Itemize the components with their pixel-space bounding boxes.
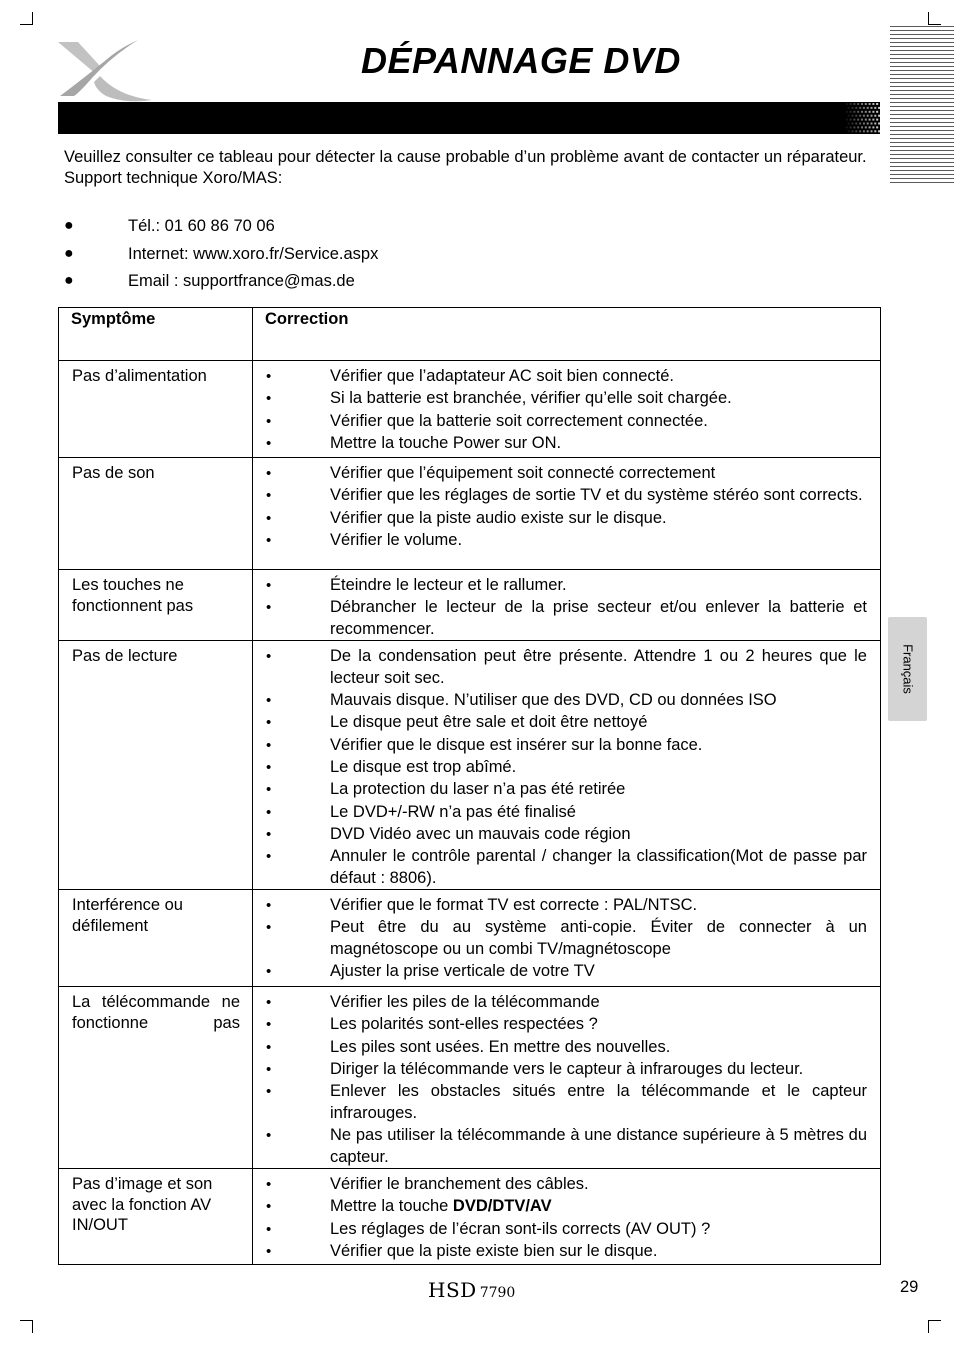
bar-dot [871, 107, 873, 109]
bar-dot [867, 123, 869, 125]
intro [64, 147, 874, 189]
bar-dot [857, 119, 859, 121]
model-number: 7790 [479, 1285, 516, 1301]
bullet-icon: • [266, 465, 272, 482]
bar-dot [852, 115, 854, 117]
bar-dot [871, 115, 873, 117]
correction-list [266, 463, 867, 551]
bar-dot [859, 115, 861, 117]
bar-dot [846, 126, 848, 128]
bar-dot [874, 107, 876, 109]
list-item: • Mettre la touche Power sur ON. [266, 433, 867, 455]
bullet-icon: • [266, 736, 272, 754]
bar-dot [855, 107, 857, 109]
bullet-icon: • [266, 1176, 272, 1194]
bullet-icon: • [266, 714, 272, 732]
correction-list [266, 895, 867, 983]
bullet-icon: ● [64, 272, 74, 289]
bar-dot [863, 123, 865, 125]
bullet-icon: • [266, 781, 272, 799]
bar-dot [846, 119, 848, 121]
bar-dot [880, 126, 882, 128]
bullet-icon: • [266, 531, 272, 549]
symptom-cell: Les touches ne fonctionnent pas [59, 570, 253, 641]
model-name: HSD [428, 1278, 477, 1302]
bullet-icon: • [266, 919, 272, 937]
list-item: • Vérifier que le disque est insérer sur la bonne face. [266, 735, 867, 757]
bar-dot [867, 130, 869, 132]
list-item: • Vérifier le volume. [266, 530, 867, 552]
list-item: • Vérifier que la piste existe bien sur le disque. [266, 1241, 867, 1263]
table-row [59, 570, 881, 641]
table-row [59, 361, 881, 458]
bar-dot [857, 103, 859, 105]
bullet-icon: • [266, 1220, 272, 1238]
bar-dot [876, 103, 878, 105]
bar-dot [853, 111, 855, 113]
bar-dot [869, 111, 871, 113]
list-item: • Vérifier que la batterie soit correctement connectée. [266, 411, 867, 433]
bullet-icon: • [266, 648, 272, 666]
bullet-icon: • [266, 1127, 272, 1145]
bar-dot [855, 123, 857, 125]
title-bar-dots [840, 102, 884, 134]
correction-list [266, 366, 867, 454]
bar-dot [857, 111, 859, 113]
contact-list [64, 215, 664, 298]
bar-dot [865, 126, 867, 128]
bullet-icon: • [266, 897, 272, 915]
list-item: • Annuler le contrôle parental / changer la classification(Mot de passe par défaut : 8806). [266, 847, 867, 887]
list-item: • Ajuster la prise verticale de votre TV [266, 961, 867, 983]
bullet-icon: • [266, 434, 272, 452]
list-item: • De la condensation peut être présente. Attendre 1 ou 2 heures que le lecteur soit sec. [266, 647, 867, 687]
symptom-cell: Interférence ou défilement [59, 890, 253, 987]
bar-dot [850, 119, 852, 121]
bar-dot [853, 119, 855, 121]
bar-dot [855, 130, 857, 132]
list-item: • Enlever les obstacles situés entre la télécommande et le capteur infrarouges. [266, 1082, 867, 1122]
page-number: 29 [900, 1278, 919, 1296]
bar-dot [872, 103, 874, 105]
correction-cell [253, 890, 881, 987]
bar-dot [848, 115, 850, 117]
intro-text: Veuillez consulter ce tableau pour détecter la cause probable d’un problème avant de contacter un réparateur. [64, 148, 867, 166]
bullet-icon: • [266, 963, 272, 981]
bullet-icon: • [266, 368, 272, 385]
title-bar [58, 102, 880, 134]
bullet-icon: • [266, 692, 272, 710]
bar-dot [872, 126, 874, 128]
bullet-icon: • [266, 825, 272, 843]
bar-dot [852, 130, 854, 132]
list-item: • Le disque peut être sale et doit être nettoyé [266, 712, 867, 734]
bar-dot [848, 123, 850, 125]
table-row [59, 987, 881, 1169]
crop-mark-bottom-left [20, 1320, 33, 1333]
bar-dot [872, 111, 874, 113]
bullet-icon: • [266, 1198, 272, 1216]
list-item: • Ne pas utiliser la télécommande à une distance supérieure à 5 mètres du capteur. [266, 1126, 867, 1166]
list-item: • La protection du laser n’a pas été retirée [266, 779, 867, 801]
bar-dot [850, 111, 852, 113]
list-item: • Diriger la télécommande vers le capteur à infrarouges du lecteur. [266, 1059, 867, 1081]
bar-dot [882, 107, 884, 109]
bar-dot [874, 115, 876, 117]
symptom-cell: Pas de son [59, 458, 253, 570]
bullet-icon: • [266, 577, 272, 594]
table-row [59, 890, 881, 987]
bar-dot [848, 130, 850, 132]
bar-dot [874, 130, 876, 132]
list-item: • Peut être du au système anti-copie. Éviter de connecter à un magnétoscope ou un combi TV/magnétoscope [266, 918, 867, 958]
bullet-icon: • [266, 1038, 272, 1056]
list-item: • Débrancher le lecteur de la prise secteur et/ou enlever la batterie et recommencer. [266, 598, 867, 638]
bar-dot [859, 123, 861, 125]
bar-dot [882, 115, 884, 117]
bar-dot [872, 119, 874, 121]
bar-dot [880, 111, 882, 113]
bar-dot [853, 126, 855, 128]
contact-email: ● Email : supportfrance@mas.de [64, 272, 355, 290]
bar-dot [855, 115, 857, 117]
symptom-cell: Pas d’alimentation [59, 361, 253, 458]
correction-list [266, 992, 867, 1168]
language-tab-label: Français [900, 644, 915, 694]
bullet-icon: • [266, 487, 272, 505]
button-name: DVD/DTV/AV [452, 1197, 552, 1216]
bar-dot [876, 126, 878, 128]
symptom-cell: Pas d’image et son avec la fonction AV IN/OUT [59, 1169, 253, 1265]
bar-dot [865, 119, 867, 121]
correction-cell [253, 570, 881, 641]
symptom-cell: La télécommande ne fonctionne pas [59, 987, 253, 1169]
bar-dot [850, 103, 852, 105]
symptom-cell: Pas de lecture [59, 641, 253, 890]
correction-list [266, 646, 867, 889]
list-item: • Vérifier que les réglages de sortie TV et du système stéréo sont corrects. [266, 485, 867, 507]
page-title: DÉPANNAGE DVD [361, 40, 681, 81]
list-item: • Le DVD+/-RW n’a pas été finalisé [266, 802, 867, 824]
header-correction: Correction [253, 308, 881, 361]
correction-cell [253, 987, 881, 1169]
bar-dot [871, 123, 873, 125]
crop-mark-top-right [928, 12, 941, 25]
bar-dot [861, 119, 863, 121]
bar-dot [863, 115, 865, 117]
bar-dot [876, 111, 878, 113]
bullet-icon: • [266, 1083, 272, 1101]
bar-dot [846, 111, 848, 113]
bullet-icon: ● [64, 217, 74, 234]
table-row [59, 641, 881, 890]
bar-dot [852, 123, 854, 125]
bar-dot [882, 130, 884, 132]
correction-list [266, 575, 867, 640]
header-symptom: Symptôme [59, 308, 253, 361]
correction-cell [253, 458, 881, 570]
bar-dot [869, 126, 871, 128]
table-row [59, 458, 881, 570]
bar-dot [852, 107, 854, 109]
correction-list [266, 1174, 867, 1262]
bar-dot [878, 115, 880, 117]
list-item: • Les polarités sont-elles respectées ? [266, 1014, 867, 1036]
bar-dot [857, 126, 859, 128]
model-logo [428, 1278, 515, 1302]
bar-dot [867, 115, 869, 117]
list-item: • Les piles sont usées. En mettre des nouvelles. [266, 1037, 867, 1059]
table-header-row [59, 308, 881, 361]
bar-dot [863, 130, 865, 132]
bullet-icon: • [266, 412, 272, 430]
list-item: • Éteindre le lecteur et le rallumer. [266, 575, 867, 597]
correction-cell [253, 361, 881, 458]
bullet-icon: • [266, 1243, 272, 1261]
bullet-icon: • [266, 803, 272, 821]
bar-dot [871, 130, 873, 132]
list-item: • Le disque est trop abîmé. [266, 757, 867, 779]
bar-dot [874, 123, 876, 125]
list-item: • Mettre la touche DVD/DTV/AV [266, 1196, 867, 1218]
crop-mark-bottom-right [928, 1320, 941, 1333]
support-label: Support technique Xoro/MAS: [64, 169, 283, 187]
bullet-icon: • [266, 848, 272, 866]
bar-dot [846, 103, 848, 105]
list-item: • Vérifier que le format TV est correcte : PAL/NTSC. [266, 895, 867, 917]
decorative-stripes [890, 26, 954, 184]
xoro-logo [56, 38, 156, 104]
bullet-icon: • [266, 509, 272, 527]
bar-dot [878, 130, 880, 132]
bullet-icon: • [266, 994, 272, 1012]
bar-dot [880, 103, 882, 105]
bullet-icon: • [266, 1061, 272, 1079]
troubleshooting-table [58, 307, 881, 1265]
contact-phone: ● Tél.: 01 60 86 70 06 [64, 217, 275, 235]
bullet-icon: ● [64, 244, 74, 262]
bar-dot [878, 107, 880, 109]
bullet-icon: • [266, 758, 272, 776]
bar-dot [865, 103, 867, 105]
bar-dot [880, 119, 882, 121]
bar-dot [859, 107, 861, 109]
language-tab [888, 617, 927, 721]
bar-dot [882, 123, 884, 125]
list-item: • Vérifier le branchement des câbles. [266, 1174, 867, 1196]
bar-dot [848, 107, 850, 109]
bar-dot [865, 111, 867, 113]
list-item: • DVD Vidéo avec un mauvais code région [266, 824, 867, 846]
bullet-icon: • [266, 390, 272, 408]
table-row [59, 1169, 881, 1265]
list-item: • Mauvais disque. N’utiliser que des DVD, CD ou données ISO [266, 690, 867, 712]
crop-mark-top-left [20, 12, 33, 25]
correction-cell [253, 641, 881, 890]
bar-dot [859, 130, 861, 132]
bar-dot [863, 107, 865, 109]
list-item: • Les réglages de l’écran sont-ils corrects (AV OUT) ? [266, 1219, 867, 1241]
correction-cell [253, 1169, 881, 1265]
bullet-icon: • [266, 599, 272, 617]
bar-dot [853, 103, 855, 105]
list-item: • Vérifier que l’équipement soit connecté correctement [266, 463, 867, 485]
list-item: • Vérifier que la piste audio existe sur le disque. [266, 508, 867, 530]
bar-dot [878, 123, 880, 125]
bar-dot [861, 103, 863, 105]
bar-dot [861, 126, 863, 128]
bar-dot [850, 126, 852, 128]
bar-dot [869, 119, 871, 121]
bar-dot [867, 107, 869, 109]
list-item: • Si la batterie est branchée, vérifier qu’elle soit chargée. [266, 388, 867, 410]
bar-dot [876, 119, 878, 121]
bar-dot [861, 111, 863, 113]
bullet-icon: • [266, 1016, 272, 1034]
contact-website: ● Internet: www.xoro.fr/Service.aspx [64, 244, 379, 263]
list-item: • Vérifier que l’adaptateur AC soit bien connecté. [266, 366, 867, 388]
list-item: • Vérifier les piles de la télécommande [266, 992, 867, 1014]
bar-dot [869, 103, 871, 105]
